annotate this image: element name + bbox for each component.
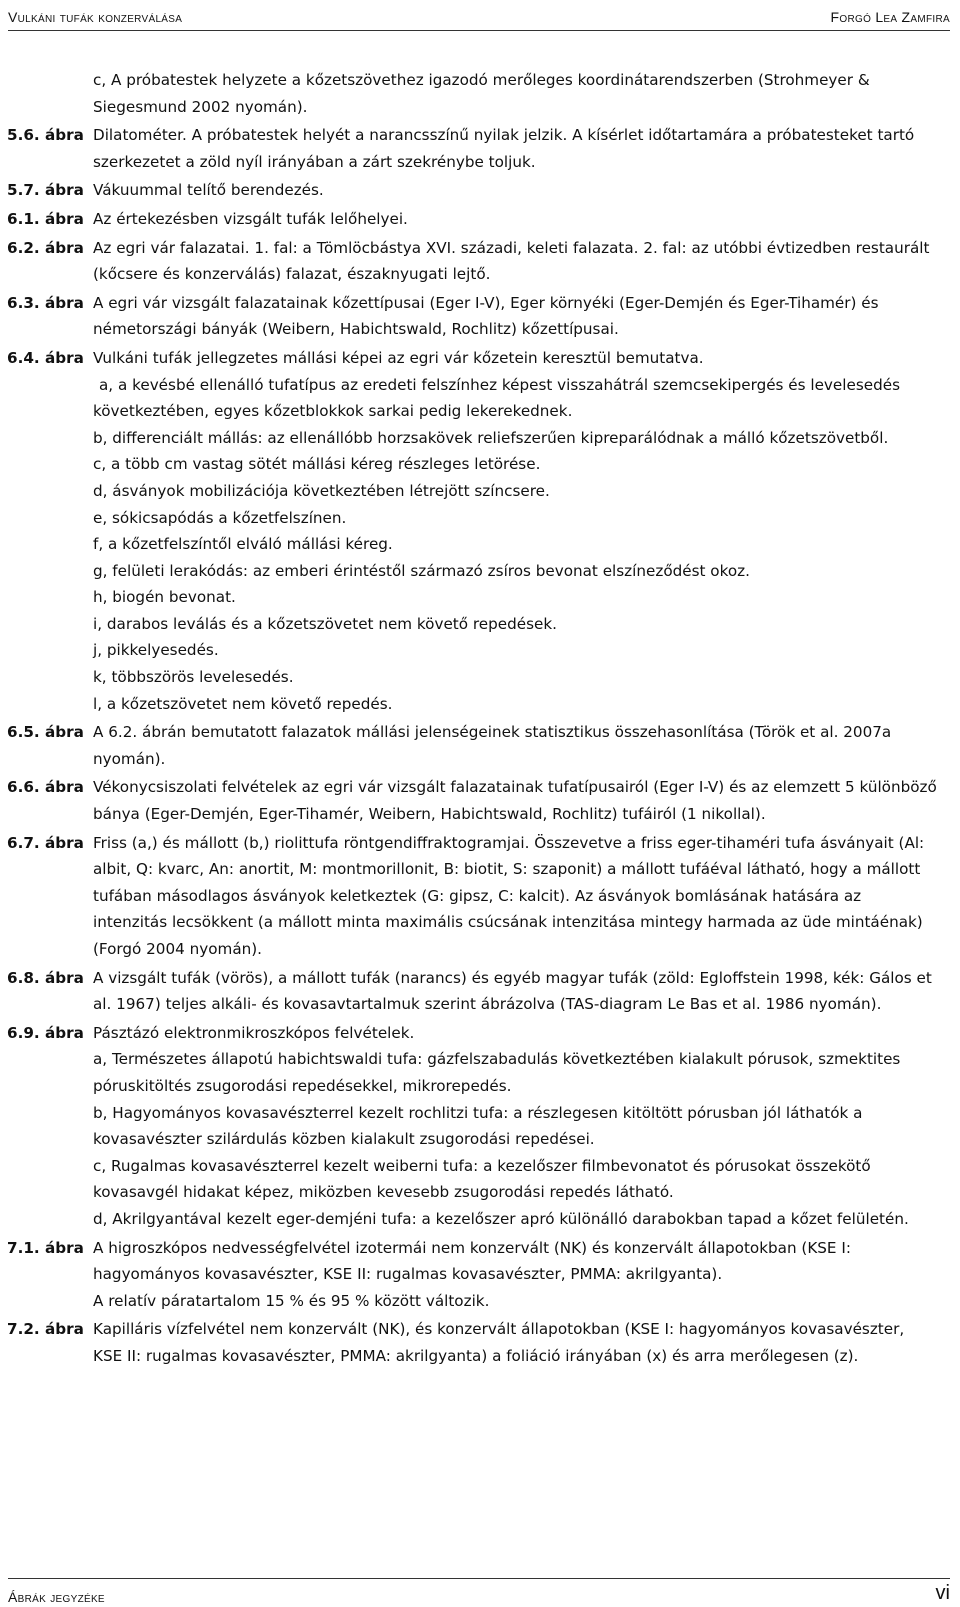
figure-label: 5.6. ábra xyxy=(7,126,84,145)
figure-label: 6.7. ábra xyxy=(7,833,84,852)
figure-entry xyxy=(0,290,960,343)
figure-caption-item: i, darabos leválás és a kőzetszövetet nem követő repedések. xyxy=(93,614,557,633)
figure-caption: Friss (a,) és mállott (b,) riolittufa röntgendiffraktogramjai. Összevetve a friss eger-tihaméri tufa ásványait (Al: albit, Q: kvarc, An: anortit, M: montmorillonit, B: biotit, S: szaponit) a mállott tufáéval látható, hogy a mállott tufában másodlagos ásványok keletkeztek (G: gipsz, C: kalcit). Az ásványok bomlásának hatására az intenzitás lecsökkent (a mállott minta maximális csúcsának intenzitása mintegy harmada az üde mintáénak) (Forgó 2004 nyomán). xyxy=(93,833,925,958)
figure-caption-item: g, felületi lerakódás: az emberi érintéstől származó zsíros bevonat elszíneződést okoz. xyxy=(93,561,750,580)
figure-label: 6.5. ábra xyxy=(7,723,84,742)
figure-label: 6.3. ábra xyxy=(7,293,84,312)
figure-caption-item: c, a több cm vastag sötét mállási kéreg részleges letörése. xyxy=(93,455,541,474)
figure-caption-item: d, ásványok mobilizációja következtében létrejött színcsere. xyxy=(93,481,550,500)
figure-label: 6.1. ábra xyxy=(7,209,84,228)
figure-caption-item: e, sókicsapódás a kőzetfelszínen. xyxy=(93,508,347,527)
figure-entry xyxy=(0,719,960,772)
intro-text: c, A próbatestek helyzete a kőzetszövethez igazodó merőleges koordinátarendszerben (Strohmeyer & Siegesmund 2002 nyomán). xyxy=(93,71,870,116)
figure-entries xyxy=(0,122,960,1369)
intro-block xyxy=(0,67,960,120)
figure-caption-item: c, Rugalmas kovasavészterrel kezelt weiberni tufa: a kezelőszer filmbevonatot és pórusokat összekötő kovasavgél hidakat képez, miközben kevesebb zsugorodási repedés látható. xyxy=(93,1156,871,1202)
figure-caption: Kapilláris vízfelvétel nem konzervált (NK), és konzervált állapotokban (KSE I: hagyományos kovasavészter, KSE II: rugalmas kovasavészter, PMMA: akrilgyanta) a foliáció irányában (x) és arra merőlegesen (z). xyxy=(93,1320,905,1365)
figure-entry xyxy=(0,1235,960,1315)
figure-entry xyxy=(0,235,960,288)
page-footer xyxy=(8,1578,950,1605)
figure-caption-item: k, többszörös levelesedés. xyxy=(93,668,294,687)
figure-entry xyxy=(0,345,960,717)
figure-label: 7.2. ábra xyxy=(7,1320,84,1339)
figure-entry xyxy=(0,1316,960,1369)
figure-entry xyxy=(0,1020,960,1233)
figure-caption: A higroszkópos nedvességfelvétel izotermái nem konzervált (NK) és konzervált állapotokban (KSE I: hagyományos kovasavészter, KSE II: rugalmas kovasavészter, PMMA: akrilgyanta). xyxy=(93,1238,851,1284)
figure-caption-item: a, Természetes állapotú habichtswaldi tufa: gázfelszabadulás következtében kialakult pórusok, szmektites póruskitöltés zsugorodási repedésekkel, mikrorepedés. xyxy=(93,1050,901,1095)
figure-label: 6.8. ábra xyxy=(7,968,84,987)
figure-caption: Vákuummal telítő berendezés. xyxy=(93,181,324,200)
figure-entry xyxy=(0,206,960,233)
figure-caption-item: a, a kevésbé ellenálló tufatípus az eredeti felszínhez képest visszahátrál szemcsekipergés és levelesedés következtében, egyes kőzetblokkok sarkai pedig lekerekednek. xyxy=(93,375,900,421)
figure-list xyxy=(0,67,960,1372)
figure-label: 6.9. ábra xyxy=(7,1023,84,1042)
figure-caption: Az értekezésben vizsgált tufák lelőhelyei. xyxy=(93,209,408,228)
figure-entry xyxy=(0,774,960,827)
figure-caption-item: d, Akrilgyantával kezelt eger-demjéni tufa: a kezelőszer apró különálló darabokban tapad a kőzet felületén. xyxy=(93,1209,909,1228)
figure-caption-item: h, biogén bevonat. xyxy=(93,588,236,607)
page-number: vi xyxy=(935,1582,950,1604)
figure-caption-item: l, a kőzetszövetet nem követő repedés. xyxy=(93,694,393,713)
figure-caption: Vékonycsiszolati felvételek az egri vár vizsgált falazatainak tufatípusairól (Eger I-V) és az elemzett 5 különböző bánya (Eger-Demjén, Eger-Tihamér, Weibern, Habichtswald, Rochlitz) tufáiról (1 nikollal). xyxy=(93,778,937,824)
figure-caption: A egri vár vizsgált falazatainak kőzettípusai (Eger I-V), Eger környéki (Eger-Demjén és Eger-Tihamér) és németországi bányák (Weibern, Habichtswald, Rochlitz) kőzettípusai. xyxy=(93,293,879,339)
figure-caption-item: b, Hagyományos kovasavészterrel kezelt rochlitzi tufa: a részlegesen kitöltött pórusban jól láthatók a kovasavészter szilárdulás közben kialakult zsugorodási repedései. xyxy=(93,1103,863,1149)
figure-caption: Pásztázó elektronmikroszkópos felvételek. xyxy=(93,1023,415,1042)
figure-caption-item: b, differenciált mállás: az ellenállóbb horzsakövek reliefszerűen kipreparálódnak a málló kőzetszövetből. xyxy=(93,428,889,447)
figure-caption-item: f, a kőzetfelszíntől elváló mállási kéreg. xyxy=(93,535,393,554)
figure-label: 7.1. ábra xyxy=(7,1238,84,1257)
figure-label: 6.6. ábra xyxy=(7,778,84,797)
header-title: Vulkáni tufák konzerválása xyxy=(8,9,183,25)
figure-entry xyxy=(0,122,960,175)
figure-entry xyxy=(0,965,960,1018)
figure-caption: Dilatométer. A próbatestek helyét a narancsszínű nyilak jelzik. A kísérlet időtartamára a próbatesteket tartó szerkezetet a zöld nyíl irányában a zárt szekrénybe toljuk. xyxy=(93,126,915,171)
figure-caption: Vulkáni tufák jellegzetes mállási képei az egri vár kőzetein keresztül bemutatva. xyxy=(93,348,704,367)
figure-label: 6.2. ábra xyxy=(7,238,84,257)
figure-caption: A 6.2. ábrán bemutatott falazatok mállási jelenségeinek statisztikus összehasonlítása (Török et al. 2007a nyomán). xyxy=(93,723,892,768)
figure-caption: A vizsgált tufák (vörös), a mállott tufák (narancs) és egyéb magyar tufák (zöld: Egloffstein 1998, kék: Gálos et al. 1967) teljes alkáli- és kovasavtartalmuk szerint ábrázolva (TAS-diagram Le Bas et al. 1986 nyomán). xyxy=(93,968,932,1014)
figure-label: 5.7. ábra xyxy=(7,181,84,200)
figure-caption: Az egri vár falazatai. 1. fal: a Tömlöcbástya XVI. századi, keleti falazata. 2. fal: az utóbbi évtizedben restaurált (kőcsere és konzerválás) falazat, északnyugati lejtő. xyxy=(93,238,930,284)
figure-caption-item: A relatív páratartalom 15 % és 95 % között változik. xyxy=(93,1291,490,1310)
figure-caption-item: j, pikkelyesedés. xyxy=(93,641,219,660)
figure-label: 6.4. ábra xyxy=(7,348,84,367)
page-header xyxy=(8,4,950,31)
figure-entry xyxy=(0,830,960,963)
footer-section: Ábrák jegyzéke xyxy=(8,1589,105,1605)
figure-entry xyxy=(0,177,960,204)
header-author: Forgó Lea Zamfira xyxy=(830,9,950,25)
